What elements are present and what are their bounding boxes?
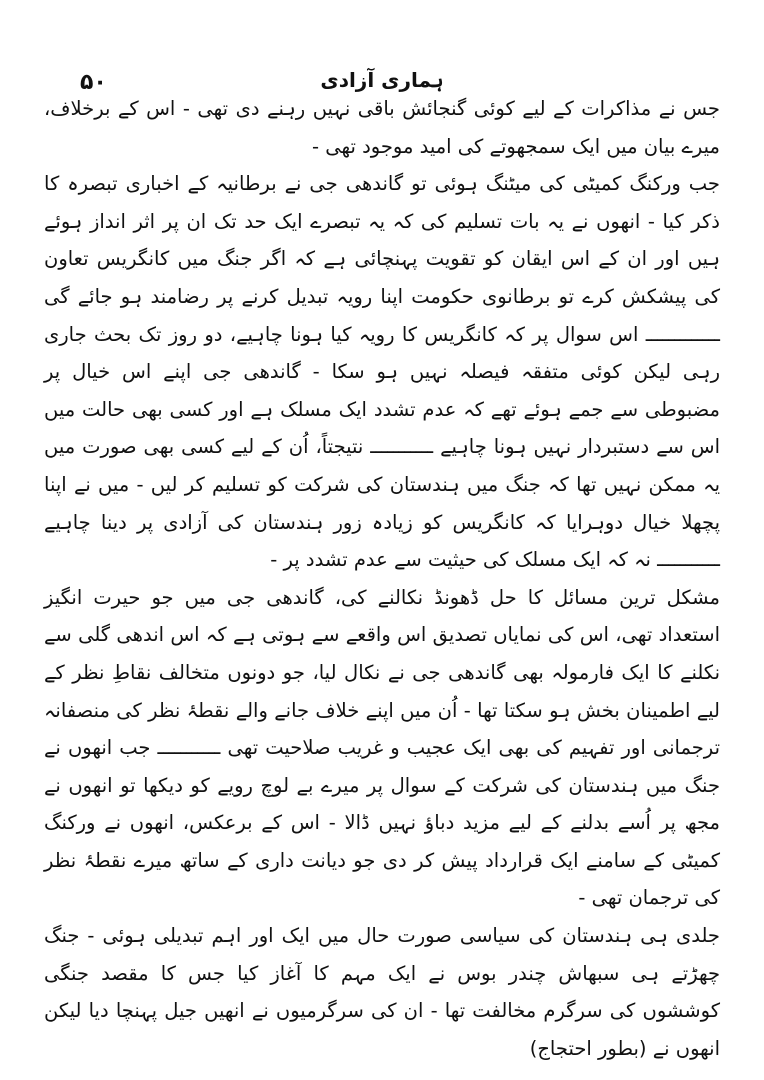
body-text [44,90,720,1067]
paragraph: مشکل ترین مسائل کا حل ڈھونڈ نکالنے کی، گاندھی جی میں جو حیرت انگیز استعداد تھی، اس کی نمایاں تصدیق اس واقعے سے ہوتی ہے کہ اس اندھی گلی سے نکلنے کا ایک فارمولہ بھی گاندھی جی نے نکال لیا، جو دونوں متخالف نقاطِ نظر کے لیے اطمینان بخش ہو سکتا تھا - اُن میں اپنے خلاف جانے والے نقطۂ نظر کی منصفانہ ترجمانی اور تفہیم کی بھی ایک عجیب و غریب صلاحیت تھی ـــــــــــ جب انھوں نے جنگ میں ہندستان کی شرکت کے سوال پر میرے بے لوچ رویے کو دیکھا تو انھوں نے مجھ پر اُسے بدلنے کے لیے مزید دباؤ نہیں ڈالا - اس کے برعکس، انھوں نے ورکنگ کمیٹی کے سامنے ایک قرارداد پیش کر دی جو دیانت داری کے ساتھ میرے نقطۂ نظر کی ترجمان تھی - [44,585,720,910]
page-number: ۵۰ [80,70,107,95]
paragraph: جب ورکنگ کمیٹی کی میٹنگ ہوئی تو گاندھی جی نے برطانیہ کے اخباری تبصرہ کا ذکر کیا - انھوں نے یہ بات تسلیم کی کہ یہ تبصرے ایک حد تک ان پر اثر انداز ہوئے ہیں اور ان کے اس ایقان کو تقویت پہنچائی ہے کہ اگر جنگ میں کانگریس تعاون کی پیشکش کرے تو برطانوی حکومت اپنا رویہ تبدیل کرنے پر رضامند ہو جائے گی ـــــــــــــ اس سوال پر کہ کانگریس کا رویہ کیا ہونا چاہیے، دو روز تک بحث جاری رہی لیکن کوئی متفقہ فیصلہ نہیں ہو سکا - گاندھی جی اپنے اس خیال پر مضبوطی سے جمے ہوئے تھے کہ عدم تشدد ایک مسلک ہے اور کسی بھی حالت میں اس سے دستبردار نہیں ہونا چاہیے ـــــــــــ نتیجتاً، اُن کے لیے کسی بھی صورت میں یہ ممکن نہیں تھا کہ جنگ میں ہندستان کی شرکت کو تسلیم کر لیں - میں نے اپنا پچھلا خیال دوہرایا کہ کانگریس کو زیادہ زور ہندستان کی آزادی پر دینا چاہیے ـــــــــــ نہ کہ ایک مسلک کی حیثیت سے عدم تشدد پر - [44,172,720,572]
paragraph: جلدی ہی ہندستان کی سیاسی صورت حال میں ایک اور اہم تبدیلی ہوئی - جنگ چھڑتے ہی سبھاش چندر بوس نے ایک مہم کا آغاز کیا جس کا مقصد جنگی کوششوں کی سرگرم مخالفت تھا - ان کی سرگرمیوں نے انھیں جیل پہنچا دیا لیکن انھوں نے (بطور احتجاج) [44,924,720,1060]
running-title: ہماری آزادی [320,68,444,92]
page-header [44,62,720,96]
paragraph: جس نے مذاکرات کے لیے کوئی گنجائش باقی نہیں رہنے دی تھی - اس کے برخلاف، میرے بیان میں ایک سمجھوتے کی امید موجود تھی - [44,97,720,158]
